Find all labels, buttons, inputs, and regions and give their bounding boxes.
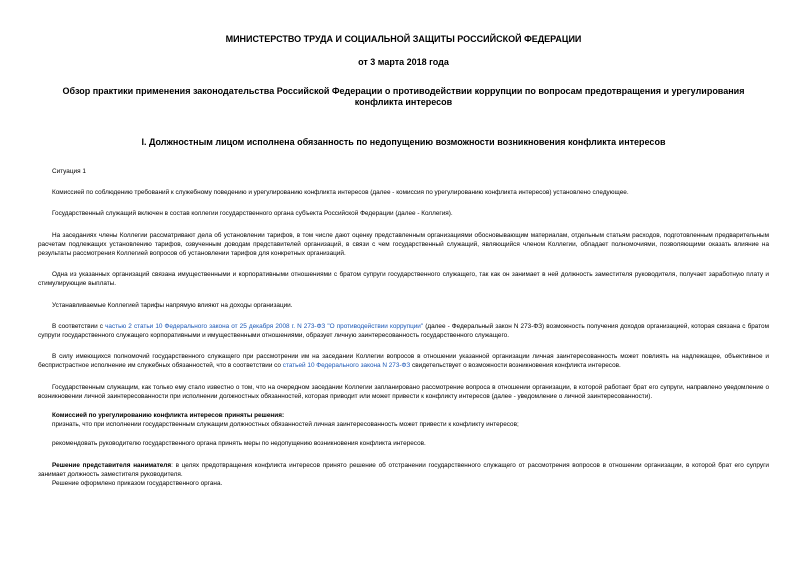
paragraph-3: На заседаниях члены Коллегии рассматривают дела об установлении тарифов, в том числе дают оценку представленным организациями обосновывающим материалам, отдельным статьям расходов, подготовленным предварительным расчетам подлежащих установлению тарифов, озвученным доводам представителей организаций, в связи с чем государственный служащий, являющийся членом Коллегии, обладает полномочиями, позволяющими оказать влияние на результаты рассмотрения Коллегией вопросов об установлении тарифов для конкретных организаций. [38,231,769,258]
paragraph-7-end: свидетельствует о возможности возникновения конфликта интересов. [410,362,621,370]
ministry-title: МИНИСТЕРСТВО ТРУДА И СОЦИАЛЬНОЙ ЗАЩИТЫ РОССИЙСКОЙ ФЕДЕРАЦИИ [225,34,582,44]
document-date: от 3 марта 2018 года [358,57,449,67]
document-title: Обзор практики применения законодательства Российской Федерации о противодействии коррупции по вопросам предотвращения и урегулирования конфликта интересов [62,86,745,107]
paragraph-1: Комиссией по соблюдению требований к служебному поведению и урегулированию конфликта интересов (далее - комиссия по урегулированию конфликта интересов) установлено следующее. [52,189,629,197]
paragraph-4: Одна из указанных организаций связана имущественными и корпоративными отношениями с братом супруги государственного служащего, так как он занимает в ней должность заместителя руководителя, получает заработную плату и стимулирующие выплаты. [38,271,769,288]
law-article-10-part-2-link[interactable]: частью 2 статьи 10 Федерального закона от 25 декабря 2008 г. N 273-ФЗ "О противодействии коррупции" [105,322,424,330]
decision-1: признать, что при исполнении государственным служащим должностных обязанностей личная заинтересованность может привести к конфликту интересов; [52,421,519,429]
decision-2: рекомендовать руководителю государственного органа принять меры по недопущению возникновения конфликта интересов. [52,440,426,448]
paragraph-7-start: В силу имеющихся полномочий государственного служащего при рассмотрении им на заседании Коллегии вопросов в отношении указанной организации личная заинтересованность может повлиять на надлежащее, объективное и беспристрастное исполнение им служебных обязанностей, что в соответствии со [38,353,769,370]
paragraph-6-end: (далее - Федеральный закон N 273-ФЗ) возможность получения доходов организацией, которая связана с братом супруги государственного служащего корпоративными и имущественными отношениями, образует личную заинтересованность государственного служащего. [38,322,769,340]
document-body [38,167,769,488]
paragraph-6 [38,322,769,340]
final-note: Решение оформлено приказом государственного органа. [52,480,223,488]
paragraph-8: Государственным служащим, как только ему стало известно о том, что на очередном заседании Коллегии запланировано рассмотрение вопроса в отношении организации, в которой работает брат его супруги, направлено уведомление о возникновении личной заинтересованности при исполнении должностных обязанностей, которая приводит или может привести к конфликту интересов (далее - уведомление о личной заинтересованности). [38,383,769,400]
employer-decision [38,461,769,479]
employer-decision-label: Решение представителя нанимателя [52,461,172,469]
situation-label: Ситуация 1 [52,168,86,175]
paragraph-5: Устанавливаемые Коллегией тарифы напрямую влияют на доходы организации. [52,301,293,309]
employer-decision-text: : в целях предотвращения конфликта интересов принято решение об отстранении государственного служащего от рассмотрения вопросов в отношении организации, в которой брат его супруги занимает должность заместителя руководителя. [38,461,769,478]
paragraph-6-start: В соответствии с [52,322,106,330]
decisions-heading: Комиссией по урегулированию конфликта интересов приняты решения: [52,412,285,420]
paragraph-7 [38,352,769,370]
law-article-10-link[interactable]: статьей 10 Федерального закона N 273-ФЗ [282,362,411,370]
paragraph-2: Государственный служащий включен в состав коллегии государственного органа субъекта Российской Федерации (далее - Коллегия). [52,210,453,218]
section-heading: I. Должностным лицом исполнена обязанность по недопущению возможности возникновения конфликта интересов [141,137,666,147]
